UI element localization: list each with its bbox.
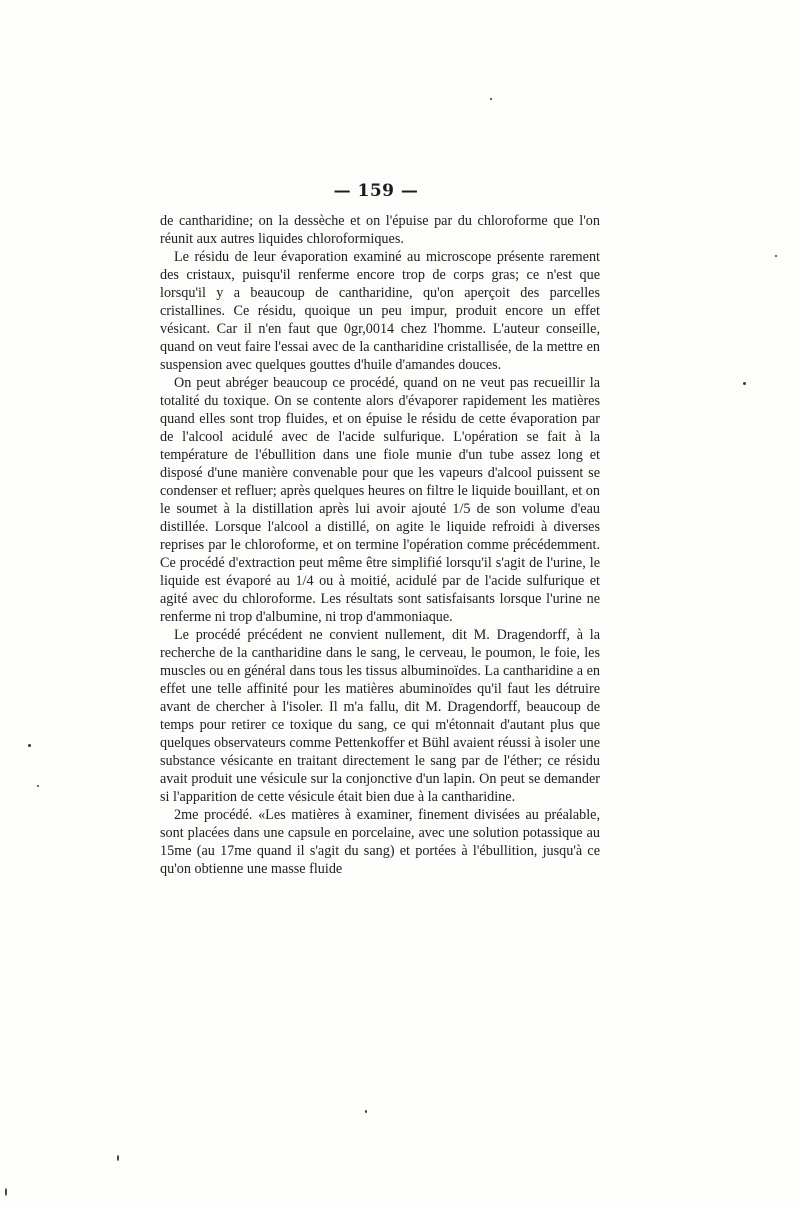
paragraph-1: de cantharidine; on la dessèche et on l'épuise par du chloroforme que l'on réunit aux autres liquides chloroformiques. xyxy=(160,213,600,247)
scan-speck xyxy=(490,98,492,100)
scan-speck xyxy=(37,785,39,787)
scan-speck xyxy=(365,1110,367,1113)
body-text xyxy=(160,212,600,878)
paragraph-2: Le résidu de leur évaporation examiné au microscope présente rarement des cristaux, puisqu'il renferme encore trop de corps gras; ce n'est que lorsqu'il y a beaucoup de cantharidine, qu'on aperçoit des parcelles cristallines. Ce résidu, quoique un peu impur, produit encore un effet vésicant. Car il n'en faut que 0gr,0014 chez l'homme. L'auteur conseille, quand on veut faire l'essai avec de la cantharidine cristallisée, de la mettre en suspension avec quelques gouttes d'huile d'amandes douces. xyxy=(160,249,600,373)
paragraph-4: Le procédé précédent ne convient nullement, dit M. Dragendorff, à la recherche de la cantharidine dans le sang, le cerveau, le poumon, le foie, les muscles ou en général dans tous les tissus albuminoïdes. La cantharidine a en effet une telle affinité pour les matières abuminoïdes qu'il faut les détruire avant de chercher à l'isoler. Il m'a fallu, dit M. Dragendorff, beaucoup de temps pour retirer ce toxique du sang, ce qui m'étonnait d'autant plus que quelques observateurs comme Pettenkoffer et Bühl avaient réussi à isoler une substance vésicante en traitant directement le sang par de l'éther; ce résidu avait produit une vésicule sur la conjonctive d'un lapin. On peut se demander si l'apparition de cette vésicule était bien due à la cantharidine. xyxy=(160,627,600,805)
paragraph-5: 2me procédé. «Les matières à examiner, finement divisées au préalable, sont placées dans une capsule en porcelaine, avec une solution potassique au 15me (au 17me quand il s'agit du sang) et portées à l'ébullition, jusqu'à ce qu'on obtienne une masse fluide xyxy=(160,807,600,877)
paragraph-3: On peut abréger beaucoup ce procédé, quand on ne veut pas recueillir la totalité du toxique. On se contente alors d'évaporer rapidement les matières quand elles sont trop fluides, et on épuise le résidu de cette évaporation par de l'alcool acidulé avec de l'acide sulfurique. L'opération se fait à la température de l'ébullition dans une fiole munie d'un tube assez long et disposé d'une manière convenable pour que les vapeurs d'alcool puissent se condenser et refluer; après quelques heures on filtre le liquide bouillant, et on le soumet à la distillation après lui avoir ajouté 1/5 de son volume d'eau distillée. Lorsque l'alcool a distillé, on agite le liquide refroidi à diverses reprises par le chloroforme, et on termine l'opération comme précédemment. Ce procédé d'extraction peut même être simplifié lorsqu'il s'agit de l'urine, le liquide est évaporé au 1/4 ou à moitié, acidulé par de l'acide sulfurique et agité avec du chloroforme. Les résultats sont satisfaisants lorsque l'urine ne renferme ni trop d'albumine, ni trop d'ammoniaque. xyxy=(160,375,600,625)
scan-speck xyxy=(743,382,746,385)
scan-speck xyxy=(5,1188,7,1196)
scan-speck xyxy=(117,1155,119,1161)
scan-speck xyxy=(775,255,777,257)
scan-speck xyxy=(28,744,31,747)
page-number: — 159 — xyxy=(333,181,419,201)
